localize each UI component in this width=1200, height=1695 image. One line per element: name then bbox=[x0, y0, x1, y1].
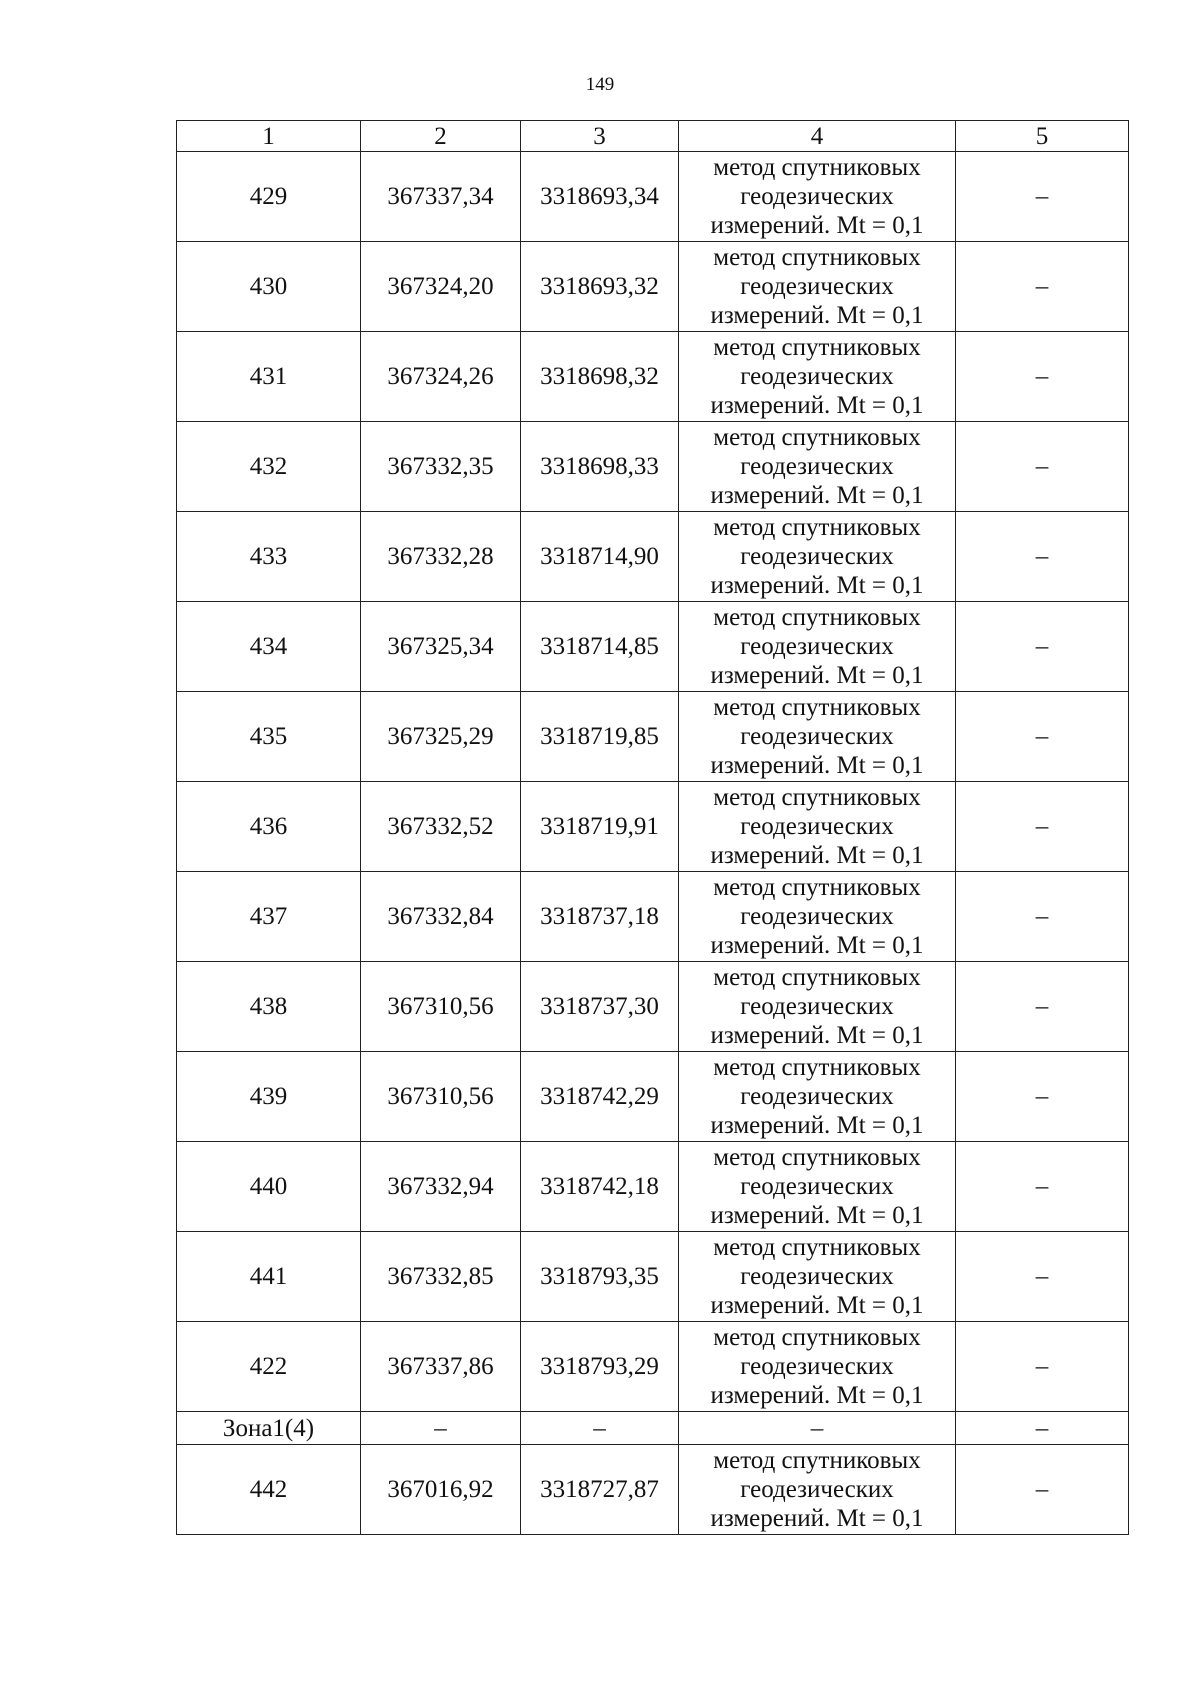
method-line: геодезических bbox=[740, 1263, 894, 1290]
point-number-cell: 438 bbox=[177, 962, 361, 1052]
note-cell: – bbox=[956, 962, 1129, 1052]
method-line: метод спутниковых bbox=[713, 604, 921, 631]
method-line: измерений. Mt = 0,1 bbox=[710, 1112, 924, 1139]
method-line: метод спутниковых bbox=[713, 154, 921, 181]
table-row bbox=[177, 242, 1129, 332]
method-line: геодезических bbox=[740, 723, 894, 750]
method-line: измерений. Mt = 0,1 bbox=[710, 752, 924, 779]
y-coordinate-cell: 3318693,32 bbox=[521, 242, 679, 332]
page-number: 149 bbox=[585, 74, 615, 95]
method-line: измерений. Mt = 0,1 bbox=[710, 842, 924, 869]
method-line: геодезических bbox=[740, 183, 894, 210]
note-cell: – bbox=[956, 782, 1129, 872]
y-coordinate-cell: 3318737,18 bbox=[521, 872, 679, 962]
note-cell: – bbox=[956, 1232, 1129, 1322]
table-header-row bbox=[177, 121, 1129, 152]
method-cell bbox=[679, 242, 956, 332]
x-coordinate-cell: 367332,35 bbox=[361, 422, 521, 512]
method-line: измерений. Mt = 0,1 bbox=[710, 1202, 924, 1229]
point-number-cell: 430 bbox=[177, 242, 361, 332]
x-coordinate-cell: 367337,86 bbox=[361, 1322, 521, 1412]
note-cell: – bbox=[956, 872, 1129, 962]
x-coordinate-cell: 367332,28 bbox=[361, 512, 521, 602]
method-line: геодезических bbox=[740, 813, 894, 840]
y-coordinate-cell: 3318727,87 bbox=[521, 1445, 679, 1535]
point-number-cell: 432 bbox=[177, 422, 361, 512]
note-cell: – bbox=[956, 422, 1129, 512]
method-line: метод спутниковых bbox=[713, 964, 921, 991]
x-coordinate-cell: 367310,56 bbox=[361, 1052, 521, 1142]
note-cell: – bbox=[956, 1412, 1129, 1445]
x-coordinate-cell: 367325,29 bbox=[361, 692, 521, 782]
method-line: метод спутниковых bbox=[713, 694, 921, 721]
y-coordinate-cell: 3318737,30 bbox=[521, 962, 679, 1052]
x-coordinate-cell: 367016,92 bbox=[361, 1445, 521, 1535]
table-row bbox=[177, 872, 1129, 962]
table-row bbox=[177, 152, 1129, 242]
method-line: геодезических bbox=[740, 1083, 894, 1110]
method-line: геодезических bbox=[740, 273, 894, 300]
method-cell bbox=[679, 782, 956, 872]
method-line: метод спутниковых bbox=[713, 874, 921, 901]
x-coordinate-cell: 367325,34 bbox=[361, 602, 521, 692]
method-line: метод спутниковых bbox=[713, 1447, 921, 1474]
x-coordinate-cell: 367310,56 bbox=[361, 962, 521, 1052]
method-line: геодезических bbox=[740, 543, 894, 570]
note-cell: – bbox=[956, 1322, 1129, 1412]
zone-row bbox=[177, 1412, 1129, 1445]
method-line: измерений. Mt = 0,1 bbox=[710, 392, 924, 419]
note-cell: – bbox=[956, 242, 1129, 332]
method-cell bbox=[679, 1445, 956, 1535]
point-number-cell: 434 bbox=[177, 602, 361, 692]
point-number-cell: 437 bbox=[177, 872, 361, 962]
coordinates-table bbox=[176, 120, 1129, 1535]
x-coordinate-cell: 367337,34 bbox=[361, 152, 521, 242]
method-cell bbox=[679, 602, 956, 692]
point-number-cell: 431 bbox=[177, 332, 361, 422]
header-cell-4: 4 bbox=[679, 121, 956, 152]
y-coordinate-cell: 3318719,85 bbox=[521, 692, 679, 782]
method-cell bbox=[679, 422, 956, 512]
method-line: метод спутниковых bbox=[713, 514, 921, 541]
note-cell: – bbox=[956, 1052, 1129, 1142]
point-number-cell: 435 bbox=[177, 692, 361, 782]
method-line: метод спутниковых bbox=[713, 244, 921, 271]
note-cell: – bbox=[956, 602, 1129, 692]
method-line: геодезических bbox=[740, 363, 894, 390]
note-cell: – bbox=[956, 152, 1129, 242]
method-line: измерений. Mt = 0,1 bbox=[710, 662, 924, 689]
table-row bbox=[177, 692, 1129, 782]
y-coordinate-cell: 3318698,32 bbox=[521, 332, 679, 422]
x-coordinate-cell: 367332,52 bbox=[361, 782, 521, 872]
header-cell-3: 3 bbox=[521, 121, 679, 152]
note-cell: – bbox=[956, 692, 1129, 782]
method-cell bbox=[679, 152, 956, 242]
method-line: метод спутниковых bbox=[713, 334, 921, 361]
method-line: геодезических bbox=[740, 1173, 894, 1200]
method-cell bbox=[679, 1052, 956, 1142]
method-cell bbox=[679, 332, 956, 422]
method-line: метод спутниковых bbox=[713, 1144, 921, 1171]
point-number-cell: 439 bbox=[177, 1052, 361, 1142]
method-line: измерений. Mt = 0,1 bbox=[710, 572, 924, 599]
method-line: геодезических bbox=[740, 1476, 894, 1503]
note-cell: – bbox=[956, 1445, 1129, 1535]
method-line: геодезических bbox=[740, 633, 894, 660]
point-number-cell: 440 bbox=[177, 1142, 361, 1232]
method-line: геодезических bbox=[740, 903, 894, 930]
table-body bbox=[177, 121, 1129, 1535]
x-coordinate-cell: 367324,26 bbox=[361, 332, 521, 422]
y-coordinate-cell: 3318714,90 bbox=[521, 512, 679, 602]
point-number-cell: 442 bbox=[177, 1445, 361, 1535]
point-number-cell: 429 bbox=[177, 152, 361, 242]
method-line: метод спутниковых bbox=[713, 1324, 921, 1351]
table-row bbox=[177, 1052, 1129, 1142]
table-row bbox=[177, 422, 1129, 512]
point-number-cell: 441 bbox=[177, 1232, 361, 1322]
point-number-cell: 422 bbox=[177, 1322, 361, 1412]
y-coordinate-cell: 3318698,33 bbox=[521, 422, 679, 512]
method-cell bbox=[679, 872, 956, 962]
method-line: измерений. Mt = 0,1 bbox=[710, 482, 924, 509]
table-row bbox=[177, 1445, 1129, 1535]
y-coordinate-cell: 3318714,85 bbox=[521, 602, 679, 692]
method-cell bbox=[679, 1142, 956, 1232]
y-coordinate-cell: 3318693,34 bbox=[521, 152, 679, 242]
method-cell bbox=[679, 1322, 956, 1412]
method-line: измерений. Mt = 0,1 bbox=[710, 302, 924, 329]
method-cell bbox=[679, 962, 956, 1052]
method-line: метод спутниковых bbox=[713, 784, 921, 811]
point-number-cell: 436 bbox=[177, 782, 361, 872]
method-line: измерений. Mt = 0,1 bbox=[710, 1382, 924, 1409]
header-cell-5: 5 bbox=[956, 121, 1129, 152]
method-cell bbox=[679, 1232, 956, 1322]
table-row bbox=[177, 782, 1129, 872]
x-coordinate-cell: 367332,85 bbox=[361, 1232, 521, 1322]
table-row bbox=[177, 962, 1129, 1052]
header-cell-2: 2 bbox=[361, 121, 521, 152]
x-coordinate-cell: 367332,94 bbox=[361, 1142, 521, 1232]
method-line: метод спутниковых bbox=[713, 1234, 921, 1261]
y-coordinate-cell: 3318793,35 bbox=[521, 1232, 679, 1322]
point-number-cell: 433 bbox=[177, 512, 361, 602]
x-coordinate-cell: 367324,20 bbox=[361, 242, 521, 332]
table-row bbox=[177, 1232, 1129, 1322]
y-coordinate-cell: 3318719,91 bbox=[521, 782, 679, 872]
method-cell bbox=[679, 512, 956, 602]
method-cell: – bbox=[679, 1412, 956, 1445]
y-coordinate-cell: 3318742,18 bbox=[521, 1142, 679, 1232]
method-line: измерений. Mt = 0,1 bbox=[710, 212, 924, 239]
method-line: геодезических bbox=[740, 1353, 894, 1380]
x-coordinate-cell: 367332,84 bbox=[361, 872, 521, 962]
y-coordinate-cell: 3318793,29 bbox=[521, 1322, 679, 1412]
method-line: измерений. Mt = 0,1 bbox=[710, 1505, 924, 1532]
note-cell: – bbox=[956, 512, 1129, 602]
method-line: метод спутниковых bbox=[713, 1054, 921, 1081]
method-line: измерений. Mt = 0,1 bbox=[710, 1292, 924, 1319]
x-coordinate-cell: – bbox=[361, 1412, 521, 1445]
y-coordinate-cell: 3318742,29 bbox=[521, 1052, 679, 1142]
note-cell: – bbox=[956, 332, 1129, 422]
table-row bbox=[177, 1322, 1129, 1412]
table-row bbox=[177, 512, 1129, 602]
table-row bbox=[177, 332, 1129, 422]
method-line: измерений. Mt = 0,1 bbox=[710, 1022, 924, 1049]
method-line: геодезических bbox=[740, 993, 894, 1020]
method-line: геодезических bbox=[740, 453, 894, 480]
note-cell: – bbox=[956, 1142, 1129, 1232]
header-cell-1: 1 bbox=[177, 121, 361, 152]
point-number-cell: Зона1(4) bbox=[177, 1412, 361, 1445]
method-cell bbox=[679, 692, 956, 782]
method-line: метод спутниковых bbox=[713, 424, 921, 451]
method-line: измерений. Mt = 0,1 bbox=[710, 932, 924, 959]
table-row bbox=[177, 1142, 1129, 1232]
table-row bbox=[177, 602, 1129, 692]
y-coordinate-cell: – bbox=[521, 1412, 679, 1445]
